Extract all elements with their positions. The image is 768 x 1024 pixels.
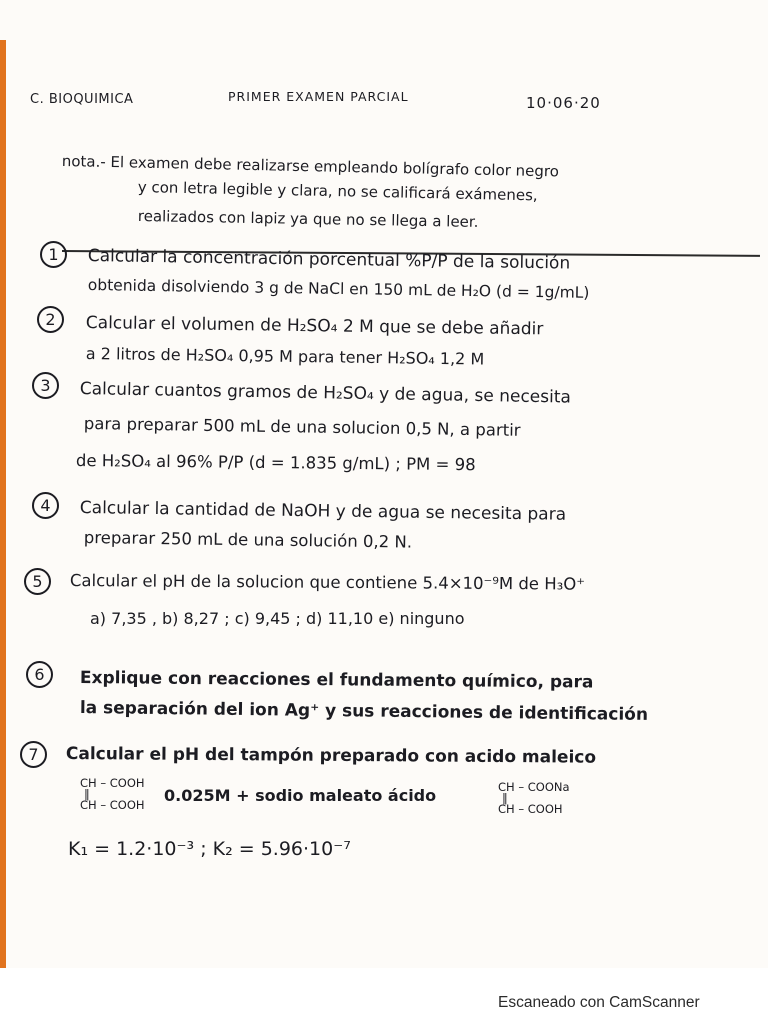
maleic-acid-top: CH – COOH — [80, 776, 145, 790]
question-5-line-1: Calcular el pH de la solucion que contiene 5.4×10⁻⁹M de H₃O⁺ — [69, 571, 586, 594]
course-name: C. BIOQUIMICA — [30, 92, 134, 107]
exam-date: 10·06·20 — [526, 94, 601, 112]
maleic-acid-double-bond: ‖ — [84, 787, 90, 801]
question-2-line-1: Calcular el volumen de H₂SO₄ 2 M que se debe añadir — [85, 313, 544, 340]
question-3-line-3: de H₂SO₄ al 96% P/P (d = 1.835 g/mL) ; PM = 98 — [75, 451, 476, 475]
question-1-line-1: Calcular la concentración porcentual %P/P de la solución — [87, 246, 571, 274]
question-number-4: 4 — [32, 492, 59, 519]
question-7-middle-text: 0.025M + sodio maleato ácido — [164, 786, 437, 805]
question-1-line-2: obtenida disolviendo 3 g de NaCl en 150 mL de H₂O (d = 1g/mL) — [87, 276, 590, 302]
sodium-maleate-double-bond: ‖ — [502, 791, 508, 805]
question-5-line-2: a) 7,35 , b) 8,27 ; c) 9,45 ; d) 11,10 e) ninguno — [90, 609, 465, 628]
camscanner-label: Escaneado con CamScanner — [498, 994, 700, 1011]
maleic-acid-formula — [80, 776, 145, 812]
question-number-2: 2 — [37, 306, 64, 333]
dissociation-constants: K₁ = 1.2·10⁻³ ; K₂ = 5.96·10⁻⁷ — [68, 838, 351, 860]
sodium-maleate-top: CH – COONa — [498, 780, 570, 794]
sodium-maleate-bottom: CH – COOH — [498, 802, 563, 816]
question-number-6: 6 — [26, 661, 53, 688]
question-number-7: 7 — [20, 741, 47, 768]
question-6-line-1: Explique con reacciones el fundamento químico, para — [79, 668, 594, 693]
exam-title: PRIMER EXAMEN PARCIAL — [228, 89, 409, 104]
question-number-3: 3 — [32, 372, 59, 399]
note-line-1: nota.- El examen debe realizarse empleando bolígrafo color negro — [61, 152, 560, 181]
question-4-line-2: preparar 250 mL de una solución 0,2 N. — [83, 528, 413, 552]
maleic-acid-bottom: CH – COOH — [80, 798, 145, 812]
sodium-maleate-formula — [498, 780, 570, 816]
question-number-5: 5 — [24, 568, 51, 595]
question-3-line-2: para preparar 500 mL de una solucion 0,5 N, a partir — [83, 414, 521, 440]
question-2-line-2: a 2 litros de H₂SO₄ 0,95 M para tener H₂SO₄ 1,2 M — [85, 344, 485, 369]
question-number-1: 1 — [40, 241, 67, 268]
question-4-line-1: Calcular la cantidad de NaOH y de agua se necesita para — [79, 498, 567, 525]
scan-edge — [0, 40, 6, 968]
note-line-3: realizados con lapiz ya que no se llega a leer. — [137, 207, 479, 231]
question-7-line-1: Calcular el pH del tampón preparado con acido maleico — [65, 744, 597, 768]
note-line-2: y con letra legible y clara, no se calificará exámenes, — [137, 178, 538, 205]
question-6-line-2: la separación del ion Ag⁺ y sus reacciones de identificación — [79, 698, 649, 725]
question-3-line-1: Calcular cuantos gramos de H₂SO₄ y de agua, se necesita — [79, 379, 572, 408]
